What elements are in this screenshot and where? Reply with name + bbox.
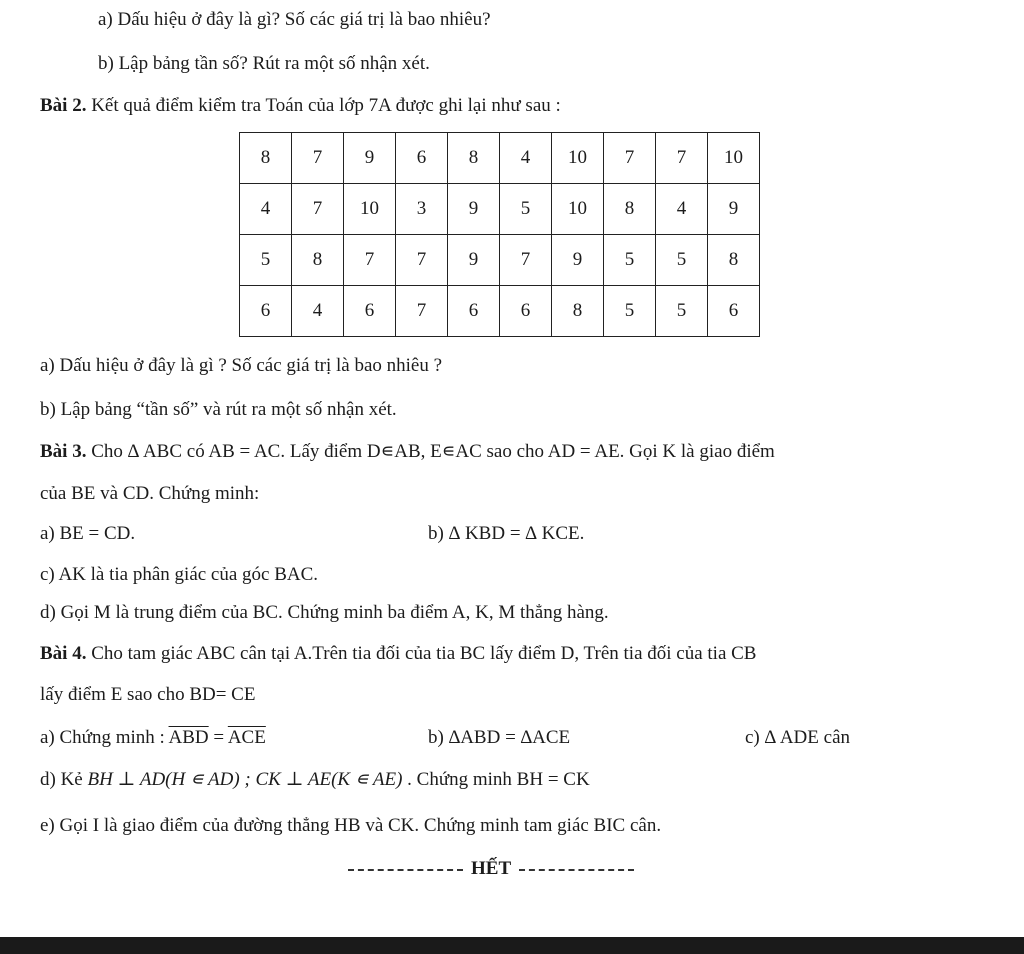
table-cell: 9 bbox=[708, 184, 760, 235]
table-cell: 8 bbox=[240, 133, 292, 184]
table-cell: 10 bbox=[708, 133, 760, 184]
bai3-question-a: a) BE = CD. bbox=[40, 523, 136, 544]
bai4-d-prefix: d) Kẻ bbox=[40, 769, 88, 790]
table-cell: 4 bbox=[240, 184, 292, 235]
table-cell: 4 bbox=[656, 184, 708, 235]
bai4-question-e: e) Gọi I là giao điểm của đường thẳng HB và CK. Chứng minh tam giác BIC cân. bbox=[40, 815, 662, 836]
table-row bbox=[240, 235, 760, 286]
end-marker bbox=[340, 858, 642, 880]
bai2-question-b: b) Lập bảng “tần số” và rút ra một số nhận xét. bbox=[40, 399, 397, 420]
table-cell: 7 bbox=[344, 235, 396, 286]
bottom-bar bbox=[0, 937, 1024, 954]
bai3-label: Bài 3. bbox=[40, 441, 87, 462]
table-cell: 5 bbox=[656, 235, 708, 286]
table-cell: 8 bbox=[448, 133, 500, 184]
table-cell: 5 bbox=[604, 286, 656, 337]
bai4-text-continued: lấy điểm E sao cho BD= CE bbox=[40, 684, 256, 705]
end-text: HẾT bbox=[471, 858, 512, 879]
table-cell: 9 bbox=[344, 133, 396, 184]
table-cell: 9 bbox=[448, 235, 500, 286]
bai3-question-c: c) AK là tia phân giác của góc BAC. bbox=[40, 564, 319, 585]
bai3-heading bbox=[40, 440, 775, 464]
bai4-question-c: c) ∆ ADE cân bbox=[745, 727, 851, 748]
bai4-question-b: b) ∆ABD = ∆ACE bbox=[428, 727, 571, 748]
angle-ace: $\overline{ACE}$ bbox=[227, 727, 266, 748]
table-cell: 8 bbox=[552, 286, 604, 337]
bai3-question-d: d) Gọi M là trung điểm của BC. Chứng minh ba điểm A, K, M thẳng hàng. bbox=[40, 602, 609, 623]
table-cell: 10 bbox=[552, 184, 604, 235]
bai3-text: Cho ∆ ABC có AB = AC. Lấy điểm D∊AB, E∊AC sao cho AD = AE. Gọi K là giao điểm bbox=[86, 441, 775, 462]
bai2-question-a: a) Dấu hiệu ở đây là gì ? Số các giá trị là bao nhiêu ? bbox=[40, 355, 443, 376]
bai4-d-formula: BH ⊥ AD(H ∊ AD) ; CK ⊥ AE(K ∊ AE) bbox=[87, 769, 403, 790]
table-cell: 7 bbox=[656, 133, 708, 184]
prev-question-b: b) Lập bảng tần số? Rút ra một số nhận xét. bbox=[98, 53, 430, 74]
bai4-question-a bbox=[40, 726, 266, 750]
table-cell: 7 bbox=[500, 235, 552, 286]
table-cell: 7 bbox=[396, 286, 448, 337]
scores-table bbox=[239, 132, 760, 337]
table-cell: 7 bbox=[292, 184, 344, 235]
table-cell: 6 bbox=[500, 286, 552, 337]
bai3-question-b: b) ∆ KBD = ∆ KCE. bbox=[428, 523, 585, 544]
table-cell: 4 bbox=[292, 286, 344, 337]
bai4-label: Bài 4. bbox=[40, 643, 87, 664]
bai4-a-prefix: a) Chứng minh : bbox=[40, 727, 169, 748]
table-cell: 7 bbox=[292, 133, 344, 184]
table-cell: 5 bbox=[604, 235, 656, 286]
dash-right bbox=[519, 869, 634, 871]
table-cell: 6 bbox=[448, 286, 500, 337]
table-cell: 5 bbox=[656, 286, 708, 337]
table-cell: 5 bbox=[500, 184, 552, 235]
table-row bbox=[240, 184, 760, 235]
table-row bbox=[240, 286, 760, 337]
table-cell: 7 bbox=[396, 235, 448, 286]
angle-abd: $\overline{ABD}$ bbox=[168, 727, 209, 748]
table-cell: 8 bbox=[708, 235, 760, 286]
bai3-text-continued: của BE và CD. Chứng minh: bbox=[40, 483, 260, 504]
bai2-text: Kết quả điểm kiểm tra Toán của lớp 7A được ghi lại như sau : bbox=[86, 95, 561, 116]
table-cell: 7 bbox=[604, 133, 656, 184]
table-cell: 9 bbox=[448, 184, 500, 235]
bai2-heading bbox=[40, 94, 561, 118]
table-cell: 6 bbox=[344, 286, 396, 337]
prev-question-a: a) Dấu hiệu ở đây là gì? Số các giá trị là bao nhiêu? bbox=[98, 9, 491, 30]
dash-left bbox=[348, 869, 463, 871]
table-cell: 8 bbox=[292, 235, 344, 286]
bai4-text: Cho tam giác ABC cân tại A.Trên tia đối của tia BC lấy điểm D, Trên tia đối của tia CB bbox=[86, 643, 757, 664]
table-cell: 10 bbox=[552, 133, 604, 184]
table-cell: 5 bbox=[240, 235, 292, 286]
table-cell: 4 bbox=[500, 133, 552, 184]
table-row bbox=[240, 133, 760, 184]
bai2-label: Bài 2. bbox=[40, 95, 87, 116]
bai4-heading bbox=[40, 642, 756, 666]
bai4-question-d bbox=[40, 768, 590, 792]
table-cell: 10 bbox=[344, 184, 396, 235]
table-cell: 8 bbox=[604, 184, 656, 235]
table-cell: 3 bbox=[396, 184, 448, 235]
table-cell: 9 bbox=[552, 235, 604, 286]
table-cell: 6 bbox=[240, 286, 292, 337]
table-cell: 6 bbox=[708, 286, 760, 337]
table-cell: 6 bbox=[396, 133, 448, 184]
bai4-d-suffix: . Chứng minh BH = CK bbox=[402, 769, 590, 790]
bai4-a-equals: = bbox=[208, 727, 228, 748]
